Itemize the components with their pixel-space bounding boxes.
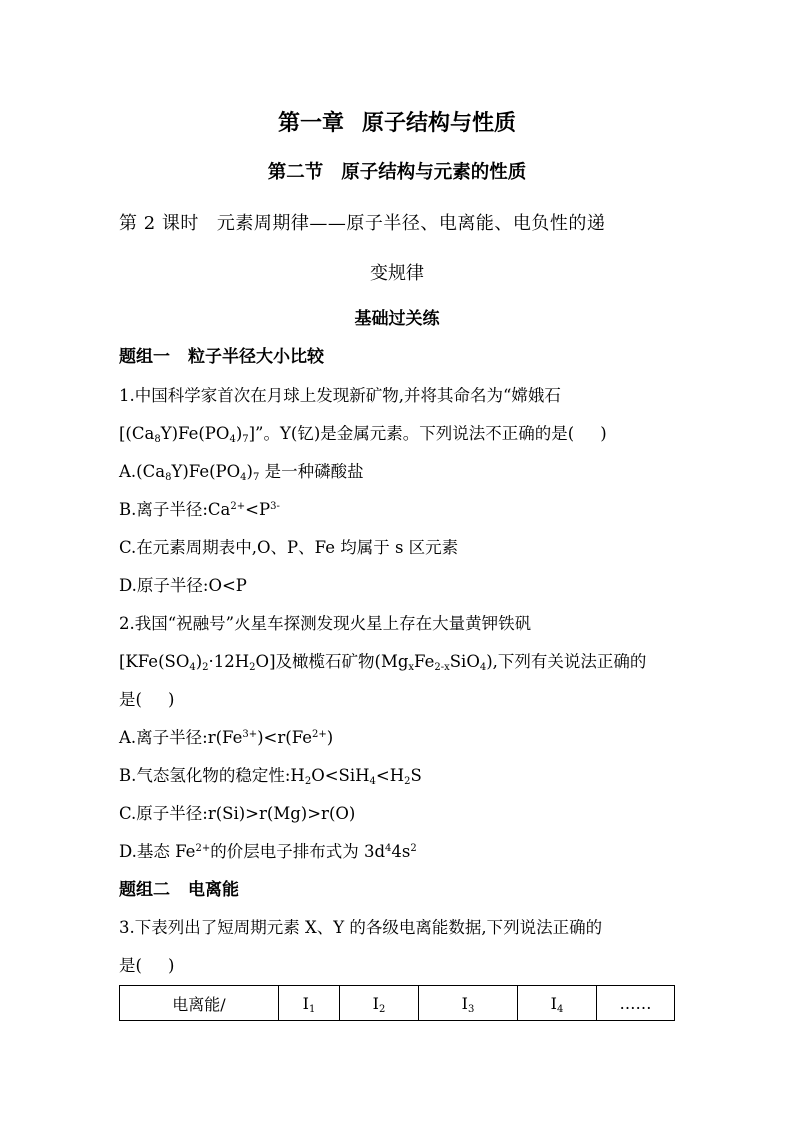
q2-stem-line3: 是( ) [119,690,175,709]
q1-option-d: D.原子半径:O<P [119,576,247,595]
practice-heading: 基础过关练 [354,309,440,329]
q2-option-d: D.基态 $Fe^{2+}$的价层电子排布式为 $3d^44s^2$ [119,842,417,861]
q3-stem-line1: 3.下表列出了短周期元素 X、Y 的各级电离能数据,下列说法正确的 [119,918,603,937]
q1-option-b: B.离子半径$:Ca^{2+}<P^{3-}$ [119,500,280,519]
q1-stem-line2: $[(Ca_8Y)Fe(PO_4)_7]$”。Y(钇)是金属元素。下列说法不正确的是( ) [119,424,607,445]
table-header-cell: …… [597,986,675,1021]
table-header-cell: $I_3$ [419,986,518,1021]
q2-stem-line2: $[KFe(SO_4)_2\cdot 12H_2O]$及橄榄石矿物$(Mg_xFe_{2-x}SiO_4)$,下列有关说法正确的 [119,652,647,673]
table-header-cell: $I_1$ [279,986,340,1021]
lesson-title: 第 2 课时 元素周期律——原子半径、电离能、电负性的递 [119,213,606,234]
table-header-cell: $I_4$ [518,986,597,1021]
q1-option-a: $A.(Ca_8Y)Fe(PO_4)_7$ 是一种磷酸盐 [119,462,364,483]
q2-stem-line1: 2.我国“祝融号”火星车探测发现火星上存在大量黄钾铁矾 [119,614,532,633]
table-row [120,986,675,1021]
table-header-cell: 电离能/ [120,986,279,1021]
q2-option-b: B.气态氢化物的稳定性$:H_2O<SiH_4<H_2S$ [119,766,422,787]
lesson-title-cont: 变规律 [370,263,424,284]
ionization-energy-table [119,985,675,1021]
q1-option-c: C.在元素周期表中,O、P、Fe 均属于 s 区元素 [119,538,459,557]
q3-stem-line2: 是( ) [119,956,175,975]
table-header-cell: $I_2$ [340,986,419,1021]
section-title: 第二节 原子结构与元素的性质 [267,162,527,183]
q2-option-a: A.离子半径$:r(Fe^{3+})<r(Fe^{2+})$ [119,728,334,747]
q2-option-c: C.原子半径:r(Si)>r(Mg)>r(O) [119,804,356,823]
group-heading-1: 题组一 粒子半径大小比较 [119,347,324,367]
q1-stem-line1: 1.中国科学家首次在月球上发现新矿物,并将其命名为“嫦娥石 [119,386,561,405]
group-heading-2: 题组二 电离能 [119,880,239,900]
chapter-title: 第一章 原子结构与性质 [277,110,517,136]
